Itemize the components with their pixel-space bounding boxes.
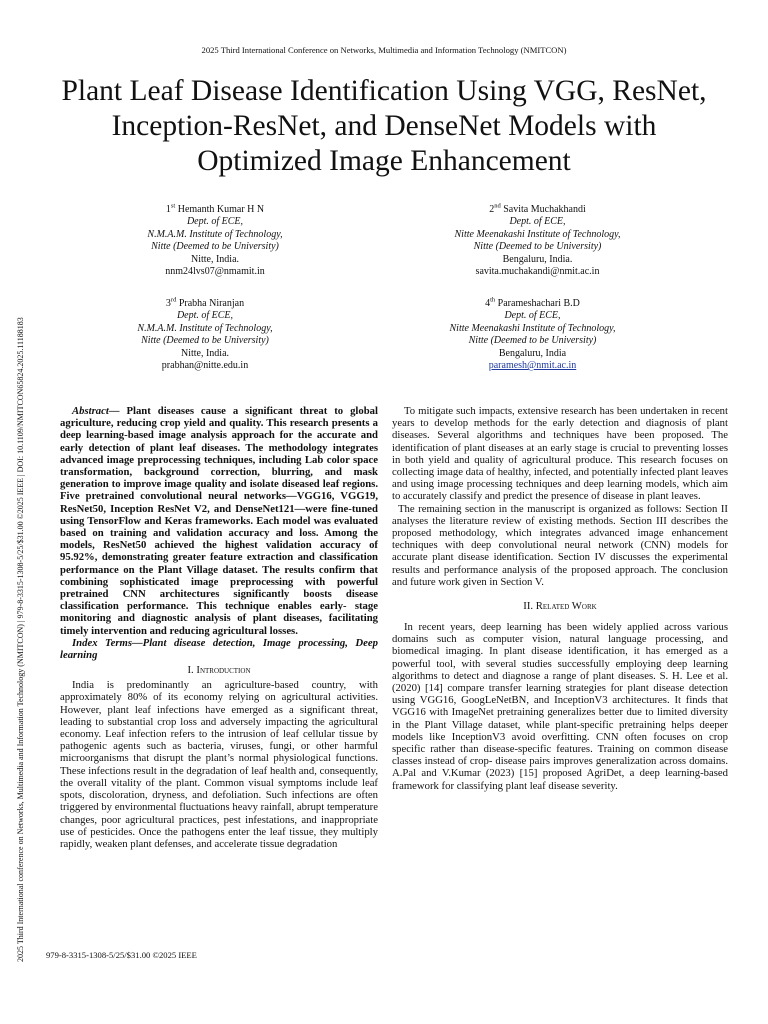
related-work-paragraph: In recent years, deep learning has been widely applied across various domains such as computer vision, natural language processing, and biomedical imaging. In plant disease identification, it has emerged as a powerful tool, with several studies successfully employing deep learning algorithms to detect and diagnose a range of plant diseases. S. H. Lee et al. (2020) [14] compare transfer learning strategies for plant disease detection using VGG16, GoogLeNetBN, and InceptionV3 architectures. It finds that VGG16 with ImageNet pretraining generalizes better due to limited diversity in the Plant Village dataset, while plant-specific pretraining helps deeper models like InceptionV3 avoid overfitting. CNN often focuses on crop specific rather than disease-specific features. Training on common disease classes instead of crop- disease pairs improves generalization across domains. A.Pal and V.Kumar (2023) [15] proposed AgriDet, a deep learning-based framework for classifying plant leaf disease severity. (392, 621, 728, 792)
author-university: Nitte (Deemed to be University) (473, 241, 602, 253)
author-university: Nitte (Deemed to be University) (468, 335, 597, 347)
paper-title (30, 74, 738, 179)
author-university: Nitte (Deemed to be University) (151, 241, 279, 253)
author-city: Bengaluru, India (498, 347, 567, 359)
section-heading-related-work: II. Related Work (523, 600, 597, 613)
author-university: Nitte (Deemed to be University) (141, 335, 269, 347)
introduction-paragraph: India is predominantly an agriculture-based country, with approximately 80% of its economy relying on agricultural activities. However, plant leaf infections have emerged as a significant threat, leading to substantial crop loss and adversely impacting the agricultural economy. Leaf infection refers to the intrusion of leaf cellular tissue by pathogenic agents such as bacteria, viruses, fungi, or other harmful microorganisms that disrupt the plant’s normal physiological functions. These infections result in the degradation of leaf health and, consequently, the overall vitality of the plant. Common visual symptoms include leaf spots, discoloration, dryness, and defoliation. Such infections are often triggered by environmental fluctuations heavy rainfall, abrupt temperature changes, poor agricultural practices, pest infestations, and inappropriate use of pesticides. Once the pathogens enter the leaf tissue, they multiply rapidly, weaken plant defenses, and accelerate tissue degradation (60, 679, 378, 850)
author-email-link[interactable]: paramesh@nmit.ac.in (488, 360, 577, 372)
section-heading-introduction: I. Introduction (187, 664, 251, 677)
index-terms-label: Index Terms— (72, 636, 143, 649)
title-line-2: Inception-ResNet, and DenseNet Models with (111, 110, 657, 142)
conference-header: 2025 Third International Conference on Networks, Multimedia and Information Technology (NMITCON) (201, 45, 567, 55)
abstract-label: Abstract— (72, 405, 120, 417)
author-city: Nitte, India. (180, 347, 230, 359)
author-institute: N.M.A.M. Institute of Technology, (137, 322, 273, 334)
author-dept: Dept. of ECE, (176, 310, 234, 322)
abstract (60, 405, 378, 637)
author-block-2 (410, 204, 665, 278)
author-city: Bengaluru, India. (502, 253, 573, 265)
author-email: nnm24lvs07@nmamit.in (165, 266, 265, 278)
right-paragraph-1: To mitigate such impacts, extensive research has been undertaken in recent years to develop methods for the early detection and diagnosis of plant diseases. Several algorithms and techniques have been proposed. The identification of plant diseases at an early stage is crucial to preventing losses in both yield and quality of agricultural produce. This research focuses on collecting image data of healthy, infected, and potentially infected plant leaves and using image processing techniques and deep learning models, which aim to accurately classify and predict the presence of disease in plant leaves. (392, 405, 728, 503)
author-email: prabhan@nitte.edu.in (161, 360, 249, 372)
index-terms (60, 637, 378, 661)
author-block-1 (90, 204, 340, 278)
author-block-3 (80, 298, 330, 372)
title-line-3: Optimized Image Enhancement (197, 145, 571, 177)
title-line-1: Plant Leaf Disease Identification Using VGG, ResNet, (61, 75, 707, 107)
left-column (60, 405, 378, 850)
author-city: Nitte, India. (190, 253, 240, 265)
abstract-text: Plant diseases cause a significant threat to global agriculture, reducing crop yield and quality. This research presents a deep learning-based image analysis approach for the accurate and early detection of plant leaf diseases. The methodology integrates advanced image preprocessing techniques, including Lab color space transformation, background correction, blurring, and mask generation to improve image quality and isolate diseased leaf regions. Five pretrained convolutional neural networks—VGG16, VGG19, ResNet50, Inception ResNet V2, and DenseNet121—were fine-tuned using TensorFlow and Keras frameworks. Each model was evaluated based on training and validation accuracy and loss. Among the models, ResNet50 achieved the highest validation accuracy of 95.92%, demonstrating greater feature extraction and classification performance on the Plant Village dataset. The results confirm that combining sophisticated image preprocessing with powerful pretrained CNN architectures significantly boosts disease classification performance. This technique enables early- stage monitoring and diagnostic analysis of plant diseases, facilitating timely intervention and reducing agricultural losses. (60, 405, 378, 637)
author-dept: Dept. of ECE, (509, 216, 566, 228)
author-institute: Nitte Meenakashi Institute of Technology, (449, 322, 616, 334)
author-name: 1st Hemanth Kumar H N (165, 202, 265, 215)
footer-copyright: 979-8-3315-1308-5/25/$31.00 ©2025 IEEE (46, 950, 197, 960)
author-block-4 (405, 298, 660, 372)
right-column (392, 405, 728, 792)
author-institute: N.M.A.M. Institute of Technology, (147, 228, 283, 240)
right-paragraph-2: The remaining section in the manuscript is organized as follows: Section II analyses the literature review of existing methods. Section III describes the proposed methodology, which integrates advanced image enhancement techniques with deep convolutional neural network (CNN) models for accurate plant disease identification. Section IV discusses the experimental results and performance analysis of the proposed approach. The conclusion and future work given in Section V. (392, 502, 728, 588)
author-name: 4th Parameshachari B.D (485, 296, 580, 309)
index-terms-text: Plant disease detection, Image processing, Deep learning (60, 636, 378, 662)
author-name: 3rd Prabha Niranjan (165, 296, 245, 309)
author-dept: Dept. of ECE, (504, 310, 561, 322)
side-identifier: 2025 Third International conference on Networks, Multimedia and Information Technology (NMITCON) | 979-8-3315-1308-5/25/$31.00 ©2025 IEEE | DOI: 10.1109/NMITCON65824.2025.11188183 (16, 317, 25, 962)
author-name: 2nd Savita Muchakhandi (489, 202, 586, 215)
author-email: savita.muchakandi@nmit.ac.in (475, 266, 600, 278)
author-dept: Dept. of ECE, (186, 216, 244, 228)
author-institute: Nitte Meenakashi Institute of Technology, (454, 228, 621, 240)
